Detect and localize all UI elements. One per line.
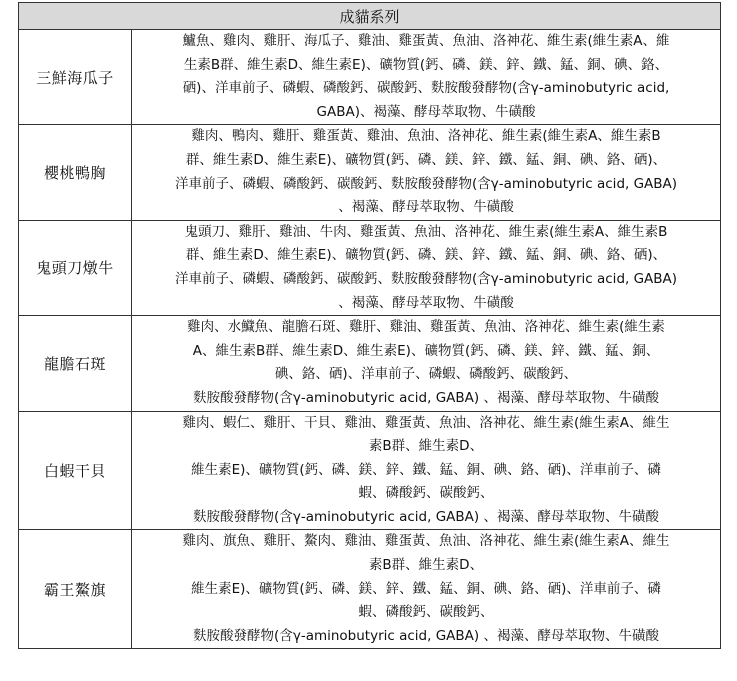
ingredient-line: 、褐藻、酵母萃取物、牛磺酸 [338,294,514,311]
product-name: 龍膽石斑 [19,316,132,411]
ingredient-line: 麩胺酸發酵物(含γ-aminobutyric acid, GABA) 、褐藻、酵母萃取物、牛磺酸 [193,627,659,644]
ingredient-line: 鱸魚、雞肉、雞肝、海瓜子、雞油、雞蛋黃、魚油、洛神花、維生素(維生素A、維 [182,33,670,49]
ingredient-list [132,30,721,125]
ingredient-line: 雞肉、旗魚、雞肝、鰲肉、雞油、雞蛋黃、魚油、洛神花、維生素(維生素A、維生 [182,533,670,550]
ingredient-line: 洋車前子、磷蝦、磷酸鈣、碳酸鈣、麩胺酸發酵物(含γ-aminobutyric acid, GABA) [174,175,678,192]
table-row [19,411,721,530]
ingredient-line: 雞肉、水鱵魚、龍膽石斑、雞肝、雞油、雞蛋黃、魚油、洛神花、維生素(維生素 [187,319,665,336]
product-name: 三鮮海瓜子 [19,30,132,125]
product-name: 白蝦干貝 [19,411,132,530]
ingredient-line: 群、維生素D、維生素E)、礦物質(鈣、磷、鎂、鋅、鐵、錳、銅、碘、鉻、硒)、 [185,247,667,264]
product-name: 霸王鰲旗 [19,530,132,649]
ingredient-line: 維生素E)、礦物質(鈣、磷、鎂、鋅、鐵、錳、銅、碘、鉻、硒)、洋車前子、磷 [191,461,661,478]
ingredient-line: 素B群、維生素D、 [368,438,484,455]
ingredient-list [132,530,721,649]
table-row [19,220,721,315]
product-name: 鬼頭刀燉牛 [19,220,132,315]
table-title: 成貓系列 [19,3,721,30]
ingredient-line: 麩胺酸發酵物(含γ-aminobutyric acid, GABA) 、褐藻、酵母萃取物、牛磺酸 [193,389,659,406]
ingredient-list [132,125,721,220]
ingredient-line: 維生素E)、礦物質(鈣、磷、鎂、鋅、鐵、錳、銅、碘、鉻、硒)、洋車前子、磷 [191,580,661,597]
ingredient-line: 碘、鉻、硒)、洋車前子、磷蝦、磷酸鈣、碳酸鈣、 [274,366,578,383]
ingredient-line: 硒)、洋車前子、磷蝦、磷酸鈣、碳酸鈣、麩胺酸發酵物(含γ-aminobutyric acid, [182,80,670,97]
ingredient-list [132,220,721,315]
ingredient-line: 蝦、磷酸鈣、碳酸鈣、 [358,485,494,502]
ingredient-list [132,316,721,411]
ingredient-line: 雞肉、鴨肉、雞肝、雞蛋黃、雞油、魚油、洛神花、維生素(維生素A、維生素B [191,128,661,145]
ingredient-line: A、維生素B群、維生素D、維生素E)、礦物質(鈣、磷、鎂、鋅、鐵、錳、銅、 [192,342,660,359]
ingredient-line: 麩胺酸發酵物(含γ-aminobutyric acid, GABA) 、褐藻、酵母萃取物、牛磺酸 [193,508,659,525]
table-row [19,530,721,649]
product-name: 櫻桃鴨胸 [19,125,132,220]
ingredient-line: 、褐藻、酵母萃取物、牛磺酸 [338,199,514,216]
ingredient-line: 洋車前子、磷蝦、磷酸鈣、碳酸鈣、麩胺酸發酵物(含γ-aminobutyric acid, GABA) [174,270,678,287]
table-row [19,30,721,125]
table-row [19,316,721,411]
ingredient-line: 蝦、磷酸鈣、碳酸鈣、 [358,604,494,621]
ingredient-line: 鬼頭刀、雞肝、雞油、牛肉、雞蛋黃、魚油、洛神花、維生素(維生素A、維生素B [184,223,668,240]
ingredient-line: GABA)、褐藻、酵母萃取物、牛磺酸 [316,103,536,120]
ingredient-line: 雞肉、蝦仁、雞肝、干貝、雞油、雞蛋黃、魚油、洛神花、維生素(維生素A、維生 [182,414,670,431]
ingredient-line: 素B群、維生素D、 [368,557,484,574]
ingredient-line: 生素B群、維生素D、維生素E)、礦物質(鈣、磷、鎂、鋅、鐵、錳、銅、碘、鉻、 [183,56,669,73]
ingredient-line: 群、維生素D、維生素E)、礦物質(鈣、磷、鎂、鋅、鐵、錳、銅、碘、鉻、硒)、 [185,151,667,168]
ingredient-list [132,411,721,530]
cat-series-ingredients-table [18,2,721,649]
table-row [19,125,721,220]
